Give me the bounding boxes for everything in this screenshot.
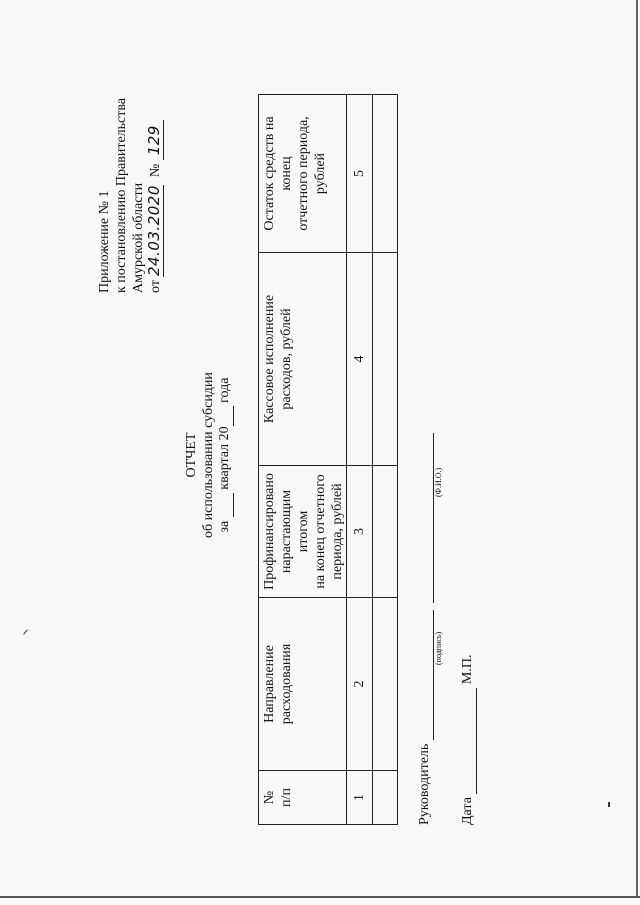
table-cell: 4 bbox=[347, 253, 373, 466]
table-cell: 1 bbox=[347, 771, 373, 825]
head-signature-line bbox=[416, 433, 434, 825]
date-prefix: от bbox=[148, 280, 163, 293]
appendix-date-line bbox=[146, 120, 164, 293]
table-cell: 5 bbox=[347, 95, 373, 253]
table-cell bbox=[373, 598, 398, 771]
header-cell-direction: Направление расходования bbox=[259, 598, 347, 771]
table-cell bbox=[373, 95, 398, 253]
header-cell-number: № п/п bbox=[259, 771, 347, 825]
appendix-line-2: к постановлению Правительства bbox=[114, 97, 129, 293]
table-cell: 3 bbox=[347, 466, 373, 598]
signature-blank bbox=[416, 610, 434, 740]
scan-speck bbox=[608, 802, 610, 807]
appendix-line-3: Амурской области bbox=[131, 182, 146, 293]
table-cell bbox=[373, 466, 398, 598]
scan-edge bbox=[0, 896, 640, 898]
number-prefix: № bbox=[148, 163, 163, 178]
period-prefix: за bbox=[217, 520, 232, 533]
appendix-line-1: Приложение № 1 bbox=[97, 190, 112, 293]
date-label: Дата bbox=[460, 797, 475, 825]
table-header-row bbox=[259, 95, 347, 825]
date-value: 24.03.2020 bbox=[145, 185, 163, 277]
table-row-column-numbers bbox=[347, 95, 373, 825]
head-label: Руководитель bbox=[417, 743, 432, 825]
date-stamp-line bbox=[459, 655, 477, 825]
header-cell-cash-execution: Кассовое исполнение расходов, рублей bbox=[259, 253, 347, 466]
table-cell bbox=[373, 253, 398, 466]
year-blank bbox=[216, 406, 234, 426]
report-period bbox=[216, 305, 234, 605]
stamp-label: М.П. bbox=[460, 654, 475, 685]
period-suffix: года bbox=[217, 377, 232, 403]
signature-caption: (подпись) bbox=[434, 631, 443, 665]
scan-edge bbox=[636, 0, 638, 896]
table-row-blank bbox=[373, 95, 398, 825]
period-middle: квартал 20 bbox=[217, 426, 232, 490]
header-cell-balance: Остаток средств на конец отчетного периода, рублей bbox=[259, 95, 347, 253]
quarter-blank bbox=[216, 493, 234, 517]
name-blank bbox=[416, 433, 434, 603]
table-cell bbox=[373, 771, 398, 825]
date-blank bbox=[459, 688, 477, 794]
name-caption: (Ф.И.О.) bbox=[434, 467, 443, 497]
number-value: 129 bbox=[146, 120, 164, 160]
subsidy-report-table bbox=[258, 94, 398, 825]
scan-speck bbox=[23, 629, 28, 634]
report-title: ОТЧЕТ bbox=[184, 432, 199, 478]
header-cell-financed: Профинансировано нарастающим итогом на конец отчетного периода, рублей bbox=[259, 466, 347, 598]
report-subtitle: об использовании субсидии bbox=[201, 372, 216, 538]
table-cell: 2 bbox=[347, 598, 373, 771]
